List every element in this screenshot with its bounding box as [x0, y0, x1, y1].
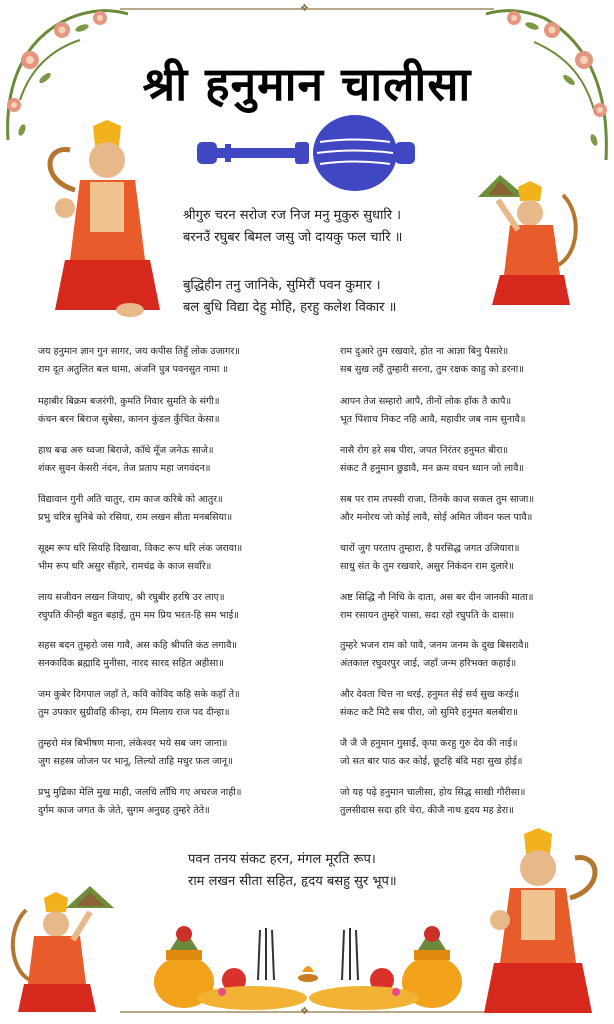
chaupai-stanza — [340, 343, 524, 378]
chaupai-stanza — [340, 637, 529, 672]
chaupai-line: भूत पिशाच निकट नहि आवै, महावीर जब नाम सुनावै॥ — [340, 413, 526, 425]
doha-line: बल बुधि विद्या देहु मोहि, हरहु कलेश विकार ॥ — [183, 300, 397, 315]
hanuman-blessing-left-icon — [35, 120, 165, 320]
chaupai-line: रघुपति कीन्ही बहुत बड़ाई, तुम मम प्रिय भरत-हि सम भाई॥ — [38, 609, 239, 621]
top-ornament-icon: ❖ — [300, 3, 309, 14]
chaupai-line: सहस बदन तुम्हरो जस गावै, अस कहि श्रीपति कंठ लगावै॥ — [38, 640, 238, 651]
bottom-ornament-icon: ❖ — [300, 1006, 309, 1017]
doha-line: राम लखन सीता सहित, हृदय बसहु सुर भूप॥ — [188, 874, 397, 889]
chaupai-line: सनकादिक ब्रह्मादि मुनीसा, नारद सारद सहित अहीसा॥ — [38, 657, 224, 669]
chaupai-stanza — [38, 393, 220, 428]
chaupai-right-column — [340, 343, 602, 833]
chaupai-line: और देवता चित्त ना धरई, हनुमत सेई सर्व सुख करई॥ — [340, 689, 520, 700]
opening-doha-1 — [183, 205, 402, 249]
chaupai-stanza — [340, 491, 534, 526]
chaupai-left-column — [38, 343, 328, 833]
chaupai-line: महाबीर बिक्रम बजरंगी, कुमति निवार सुमति के संगी॥ — [38, 396, 220, 407]
doha-line: बुद्धिहीन तनु जानिके, सुमिरौं पवन कुमार । — [183, 278, 381, 293]
page-title: श्री हनुमान चालीसा — [142, 57, 472, 111]
chaupai-line: तुम्हरे भजन राम को पावै, जनम जनम के दुख बिसरावै॥ — [340, 640, 530, 651]
chaupai-line: सब पर राम तपस्वी राजा, तिनके काज सकल तुम साजा॥ — [340, 494, 535, 505]
chaupai-line: आपन तेज सम्हारो आपै, तीनों लोक हाँक तै कापै॥ — [340, 396, 512, 407]
chaupai-line: शंकर सुवन केसरी नंदन, तेज प्रताप महा जगवंदन॥ — [38, 462, 211, 474]
doha-line: बरनउँ रघुबर बिमल जसु जो दायकु फल चारि ॥ — [183, 230, 403, 245]
chaupai-line: जो यह पढ़े हनुमान चालीसा, होय सिद्ध साखी गौरीसा॥ — [340, 787, 526, 798]
chaupai-line: अंतकाल रघुवरपुर जाई, जहाँ जन्म हरिभक्त कहाई॥ — [340, 657, 517, 669]
chaupai-line: और मनोरथ जो कोई लावै, सोई अमित जीवन फल पावै॥ — [340, 511, 533, 523]
chaupai-line: विद्यावान गुनी अति चातुर, राम काज करिबे को आतुर॥ — [38, 494, 223, 505]
opening-doha-2 — [183, 275, 396, 319]
chaupai-line: जम कुबेर दिगपाल जहाँ ते, कवि कोविद कहि सके कहाँ ते॥ — [38, 689, 240, 700]
chaupai-stanza — [38, 343, 240, 378]
chaupai-stanza — [38, 784, 241, 819]
chaupai-line: जो सत बार पाठ कर कोई, छूटहि बंदि महा सुख होई॥ — [340, 755, 523, 767]
chaupai-stanza — [38, 442, 214, 477]
chaupai-stanza — [340, 540, 519, 575]
chaupai-line: चारों जुग परताप तुम्हारा, है परसिद्ध जगत उजियारा॥ — [340, 543, 520, 554]
chaupai-line: लाय सजीवन लखन जियाए, श्री रघुबीर हरषि उर लाए॥ — [38, 592, 225, 603]
chaupai-line: साधु संत के तुम रखवारे, असुर निकंदन राम दुलारे॥ — [340, 560, 514, 572]
chaupai-line: राम दुआरे तुम रखवारे, होत ना आज्ञा बिनु पैसारे॥ — [340, 346, 509, 357]
chaupai-line: राम दूत अतुलित बल धामा, अंजनि पुत्र पवनसुत नामा ॥ — [38, 363, 229, 375]
chaupai-stanza — [340, 393, 526, 428]
closing-doha — [188, 849, 397, 893]
puja-kalash-thali-icon — [152, 920, 464, 1016]
chaupai-line: जुग सहस्त्र जोजन पर भानू, लिल्यो ताहि मधुर फ़ल जानू॥ — [38, 755, 233, 767]
chaupai-line: तुम उपकार सुग्रीवहि कीन्हा, राम मिलाय राज पद दीन्हा॥ — [38, 706, 230, 718]
chaupai-line: अष्ट सिद्धि नौ निधि के दाता, अस बर दीन जानकी माता॥ — [340, 592, 534, 603]
chaupai-line: सूक्ष्म रूप धरि सियहि दिखावा, विकट रूप धरि लंक जरावा॥ — [38, 543, 243, 554]
chaupai-line: राम रसायन तुम्हरे पासा, सदा रहो रघुपति के दासा॥ — [340, 609, 515, 621]
chaupai-stanza — [38, 540, 242, 575]
chaupai-line: जय हनुमान ज्ञान गुन सागर, जय कपीस तिहुँ लोक उजागर॥ — [38, 346, 240, 357]
chaupai-line: हाथ बज्र अरु ध्वजा बिराजे, काँधे मूँज जनेऊ साजे॥ — [38, 445, 214, 456]
chaupai-stanza — [340, 686, 519, 721]
hanuman-blessing-right-icon — [470, 828, 610, 1018]
chaupai-line: प्रभु मुद्रिका मेलि मुख माही, जलधि लाँघि गए अचरज नाही॥ — [38, 787, 242, 798]
hanuman-flying-mountain-left-icon — [8, 880, 118, 1015]
doha-line: पवन तनय संकट हरन, मंगल मूरति रूप। — [188, 852, 376, 867]
chaupai-stanza — [340, 589, 533, 624]
chaupai-line: कंचन बरन बिराज सुबेसा, कानन कुंडल कुँचित केसा॥ — [38, 413, 220, 425]
gada-mace-icon — [195, 112, 420, 194]
chaupai-line: संकट तै हनुमान छुडावै, मन क्रम वचन ध्यान जो लावै॥ — [340, 462, 525, 474]
chaupai-stanza — [38, 637, 237, 672]
chaupai-line: नासै रोग हरे सब पीरा, जपत निरंतर हनुमत बीरा॥ — [340, 445, 509, 456]
chaupai-line: प्रभु चरित्र सुनिबे को रसिया, राम लखन सीता मनबसिया॥ — [38, 511, 233, 523]
chaupai-stanza — [340, 442, 524, 477]
chaupai-line: तुलसीदास सदा हरि चेरा, कीजै नाथ हृदय मह डेरा॥ — [340, 804, 514, 816]
chaupai-stanza — [38, 491, 232, 526]
chaupai-line: जै जै जै हनुमान गुसाईं, कृपा करहु गुरु देव की नाई॥ — [340, 738, 518, 749]
chaupai-stanza — [38, 589, 239, 624]
chaupai-stanza — [340, 735, 522, 770]
chaupai-stanza — [38, 686, 240, 721]
chaupai-line: संकट कटै मिटै सब पीरा, जो सुमिरै हनुमत बलबीरा॥ — [340, 706, 518, 718]
chaupai-line: सब सुख लहैं तुम्हारी सरना, तुम रक्षक काहु को डरना॥ — [340, 363, 524, 375]
chaupai-line: तुम्हरो मंत्र बिभीषण माना, लंकेश्वर भये सब जग जाना॥ — [38, 738, 228, 749]
hanuman-flying-mountain-right-icon — [478, 175, 583, 310]
chaupai-stanza — [38, 735, 233, 770]
chaupai-stanza — [340, 784, 525, 819]
doha-line: श्रीगुरु चरन सरोज रज निज मनु मुकुरु सुधारि । — [183, 208, 402, 223]
chaupai-line: दुर्गम काज जगत के जेते, सुगम अनुग्रह तुम्हरे तेते॥ — [38, 804, 210, 816]
chaupai-line: भीम रूप धरि असुर सँहारे, रामचंद्र के काज सवाँरे॥ — [38, 560, 212, 572]
